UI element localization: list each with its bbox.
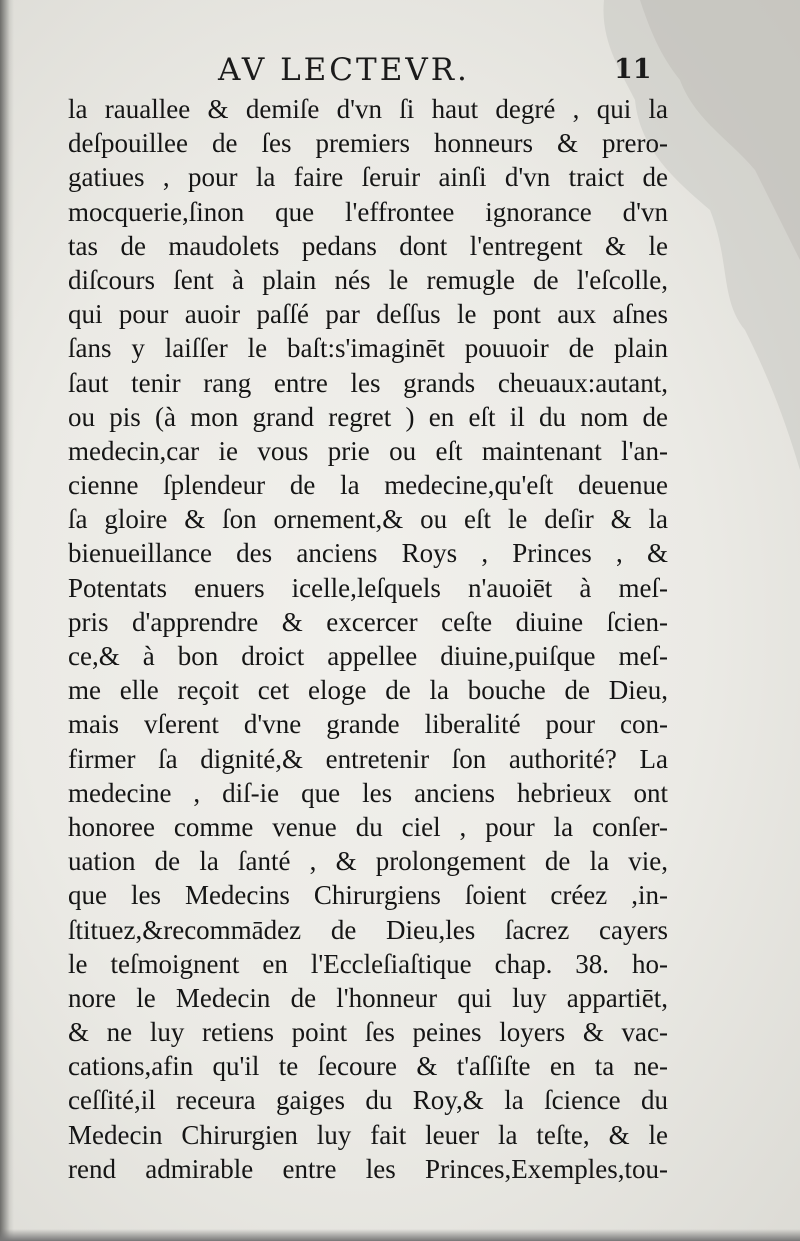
text-line: ſa gloire & ſon ornement,& ou eſt le deſir & la: [68, 504, 668, 535]
text-line: ſaut tenir rang entre les grands cheuaux:autant,: [68, 367, 668, 398]
text-line: gatiues , pour la faire ſeruir ainſi d'vn traict de: [68, 162, 668, 193]
text-line: tas de maudolets pedans dont l'entregent & le: [68, 230, 668, 261]
text-line: qui pour auoir paſſé par deſſus le pont aux aſnes: [68, 299, 668, 330]
text-line: Medecin Chirurgien luy fait leuer la teſte, & le: [68, 1119, 668, 1150]
text-line: diſcours ſent à plain nés le remugle de l'eſcolle,: [68, 264, 668, 295]
text-line: ou pis (à mon grand regret ) en eſt il du nom de: [68, 401, 668, 432]
text-line: firmer ſa dignité,& entretenir ſon authorité? La: [68, 743, 668, 774]
text-line: rend admirable entre les Princes,Exemples,tou-: [68, 1153, 668, 1184]
text-line: bienueillance des anciens Roys , Princes , &: [68, 538, 668, 569]
text-line: ſans y laiſſer le baſt:s'imaginēt pouuoir de plain: [68, 333, 668, 364]
text-line: ce,& à bon droict appellee diuine,puiſque meſ-: [68, 641, 668, 671]
text-line: deſpouillee de ſes premiers honneurs & prero-: [68, 128, 668, 159]
text-line: medecine , diſ-ie que les anciens hebrieux ont: [68, 777, 668, 808]
text-line: pris d'apprendre & excercer ceſte diuine ſcien-: [68, 606, 668, 637]
text-line: ceſſité,il receura gaiges du Roy,& la ſcience du: [68, 1085, 668, 1116]
page-gutter-shadow: [0, 0, 14, 1241]
text-line: ſtituez,&recommādez de Dieu,les ſacrez cayers: [68, 914, 668, 945]
text-line: uation de la ſanté , & prolongement de la vie,: [68, 846, 668, 877]
page-number: 11: [614, 54, 652, 85]
text-line: le teſmoignent en l'Eccleſiaſtique chap. 38. ho-: [68, 948, 668, 979]
page-bottom-shadow: [0, 1229, 800, 1241]
text-line: mocquerie,ſinon que l'effrontee ignorance d'vn: [68, 196, 668, 227]
text-line: la rauallee & demiſe d'vn ſi haut degré , qui la: [68, 94, 668, 124]
running-title: AV LECTEVR.: [218, 52, 470, 88]
text-line: mais vſerent d'vne grande liberalité pour con-: [68, 709, 668, 740]
text-line: medecin,car ie vous prie ou eſt maintenant l'an-: [68, 435, 668, 466]
text-line: honoree comme venue du ciel , pour la conſer-: [68, 811, 668, 842]
text-line: cations,afin qu'il te ſecoure & t'aſſiſte en ta ne-: [68, 1051, 668, 1082]
text-line: & ne luy retiens point ſes peines loyers & vac-: [68, 1017, 668, 1048]
text-line: nore le Medecin de l'honneur qui luy appartiēt,: [68, 982, 668, 1013]
text-line: me elle reçoit cet eloge de la bouche de Dieu,: [68, 675, 668, 706]
text-line: Potentats enuers icelle,leſquels n'auoiēt à meſ-: [68, 572, 668, 603]
text-line: que les Medecins Chirurgiens ſoient créez ,in-: [68, 880, 668, 911]
text-line: cienne ſplendeur de la medecine,qu'eſt deuenue: [68, 470, 668, 501]
body-text: [68, 92, 668, 1186]
